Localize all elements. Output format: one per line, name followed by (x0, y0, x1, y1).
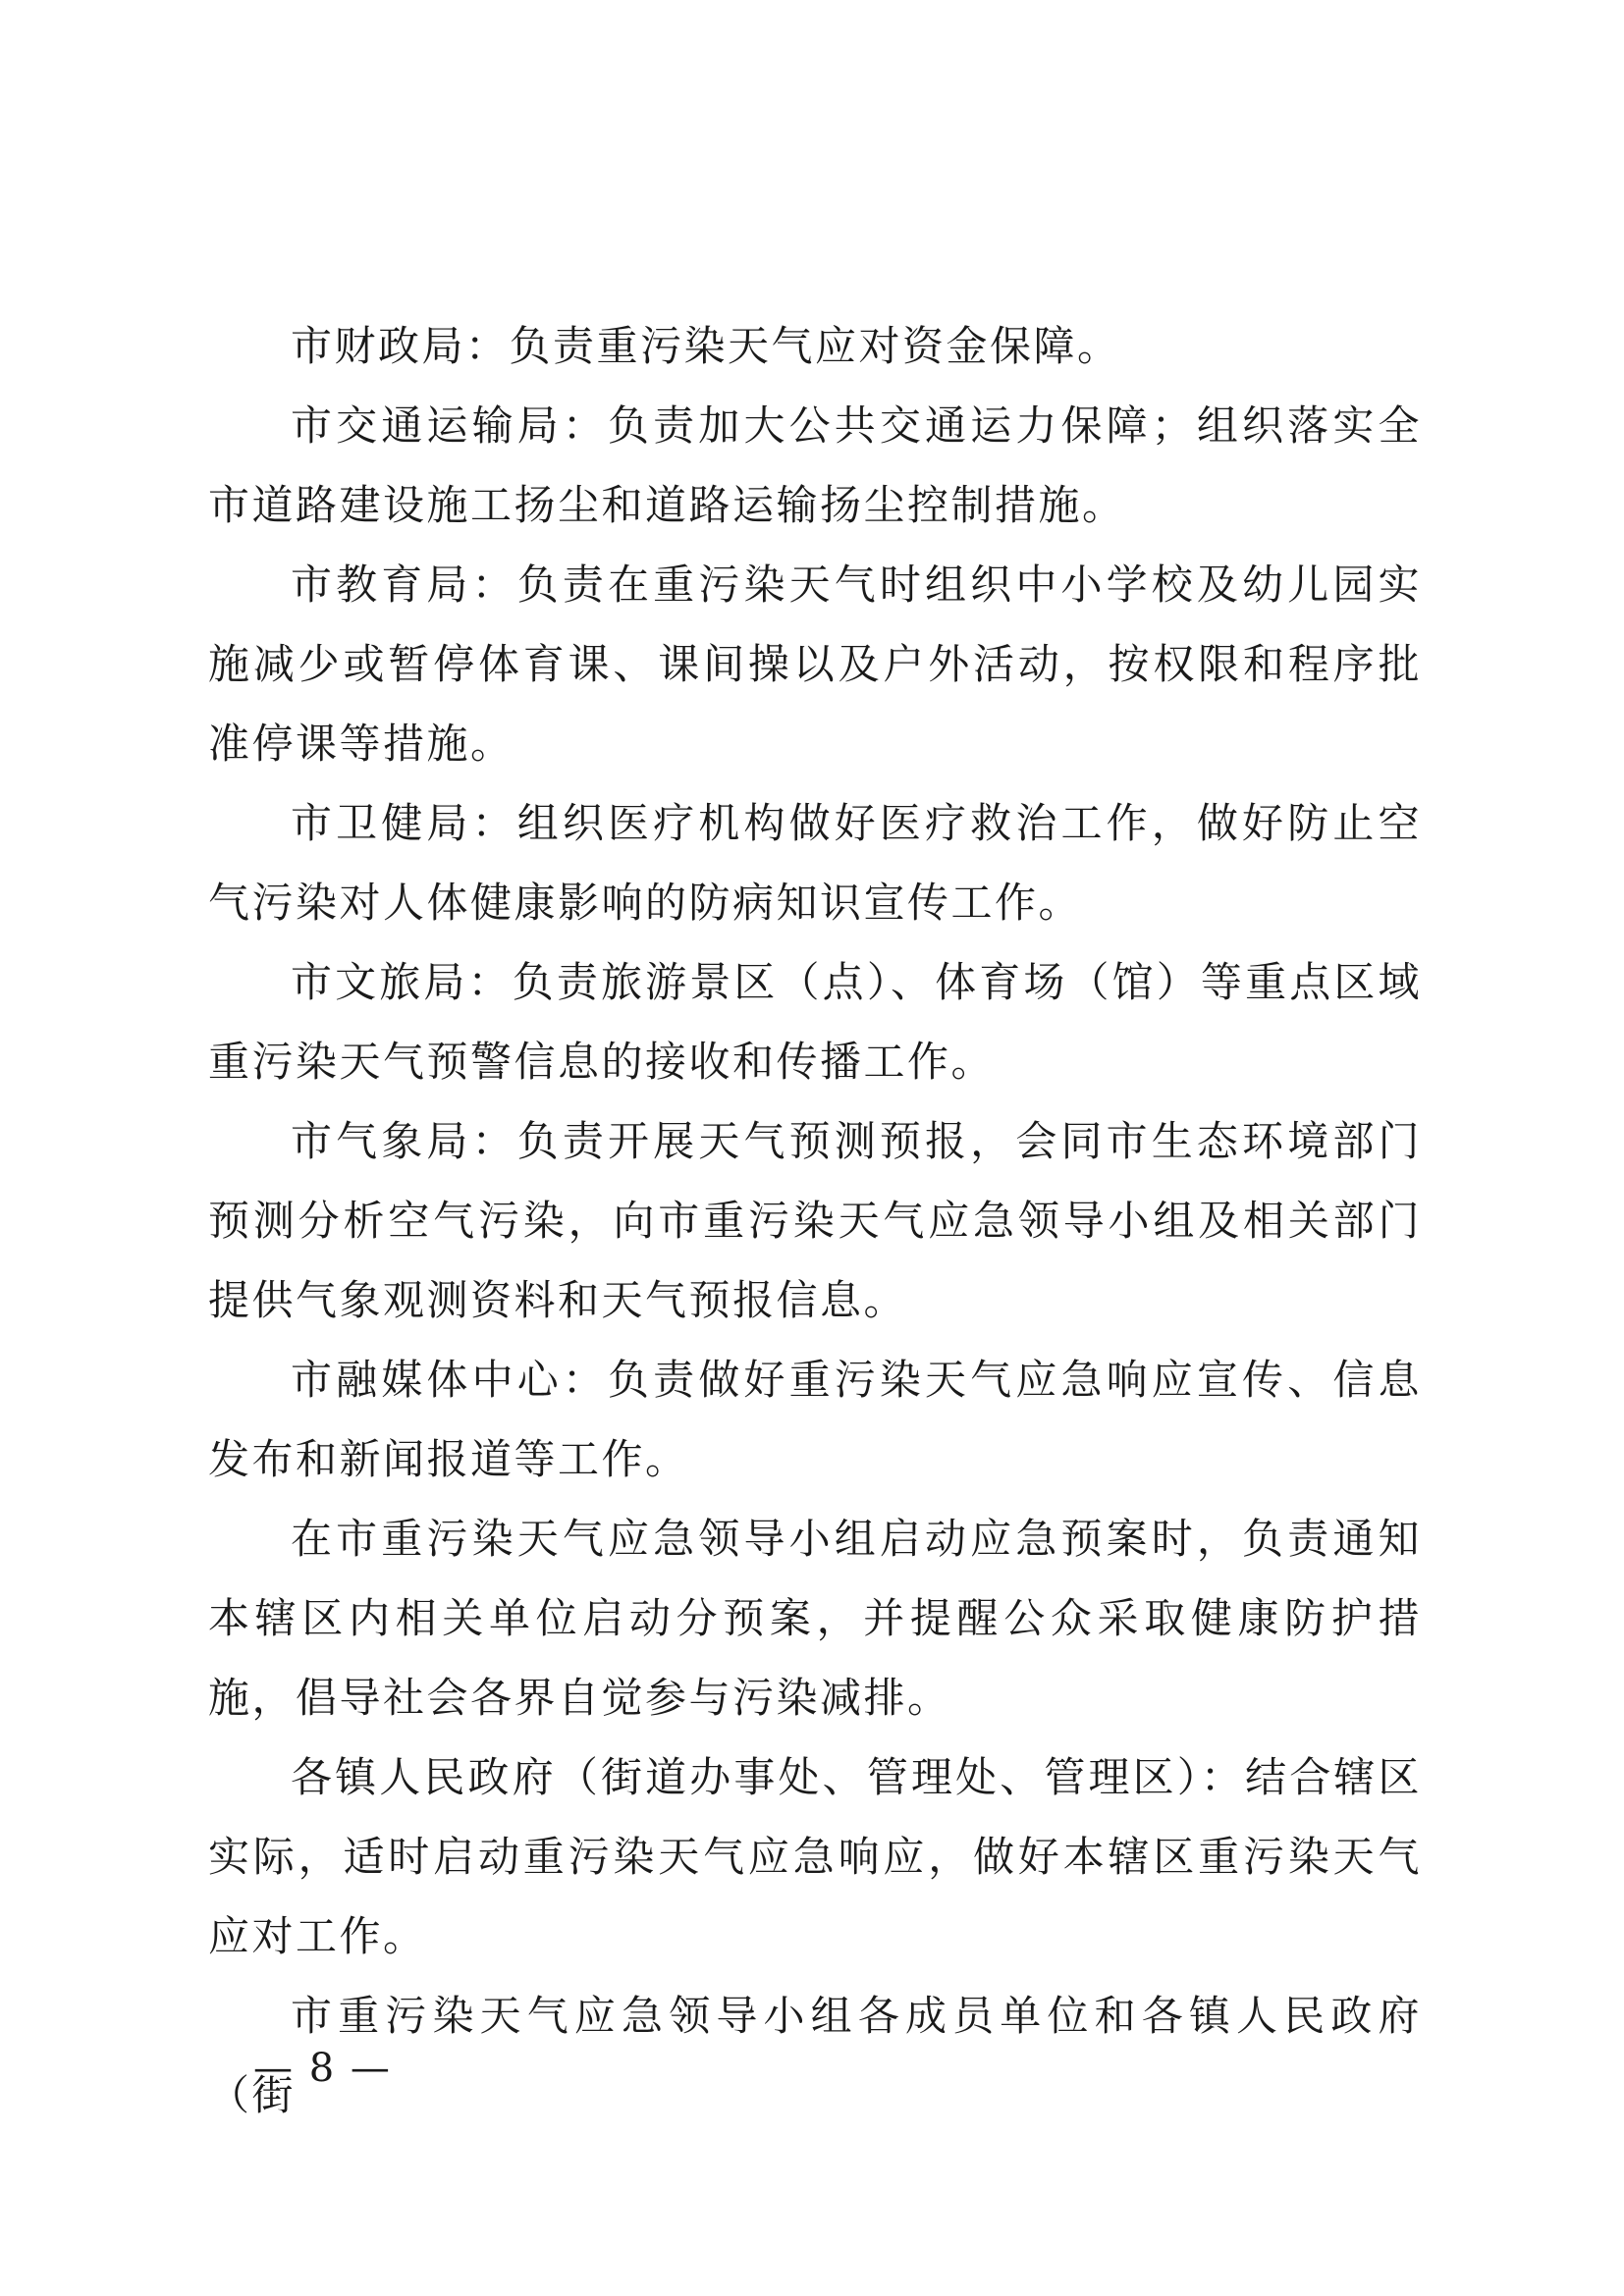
document-body (208, 306, 1422, 2135)
paragraph-health-bureau: 市卫健局：组织医疗机构做好医疗救治工作，做好防止空气污染对人体健康影响的防病知识宣传工作。 (208, 799, 1422, 927)
page-number: — 8 — (253, 2046, 392, 2091)
paragraph-culture-tourism-bureau: 市文旅局：负责旅游景区（点）、体育场（馆）等重点区域重污染天气预警信息的接收和传播工作。 (208, 958, 1422, 1086)
paragraph-finance-bureau: 市财政局：负责重污染天气应对资金保障。 (291, 322, 1121, 370)
paragraph-education-bureau: 市教育局：负责在重污染天气时组织中小学校及幼儿园实施减少或暂停体育课、课间操以及户外活动，按权限和程序批准停课等措施。 (208, 561, 1422, 768)
paragraph-emergency-plan-notice: 在市重污染天气应急领导小组启动应急预案时，负责通知本辖区内相关单位启动分预案，并提醒公众采取健康防护措施，倡导社会各界自觉参与污染减排。 (208, 1515, 1422, 1722)
paragraph-town-governments: 各镇人民政府（街道办事处、管理处、管理区）：结合辖区实际，适时启动重污染天气应急响应，做好本辖区重污染天气应对工作。 (208, 1753, 1422, 1960)
paragraph-meteorological-bureau: 市气象局：负责开展天气预测预报，会同市生态环境部门预测分析空气污染，向市重污染天气应急领导小组及相关部门提供气象观测资料和天气预报信息。 (208, 1117, 1422, 1324)
paragraph-transport-bureau: 市交通运输局：负责加大公共交通运力保障；组织落实全市道路建设施工扬尘和道路运输扬尘控制措施。 (208, 401, 1422, 529)
paragraph-member-units: 市重污染天气应急领导小组各成员单位和各镇人民政府（街 (208, 1992, 1422, 2119)
paragraph-media-center: 市融媒体中心：负责做好重污染天气应急响应宣传、信息发布和新闻报道等工作。 (208, 1356, 1422, 1483)
